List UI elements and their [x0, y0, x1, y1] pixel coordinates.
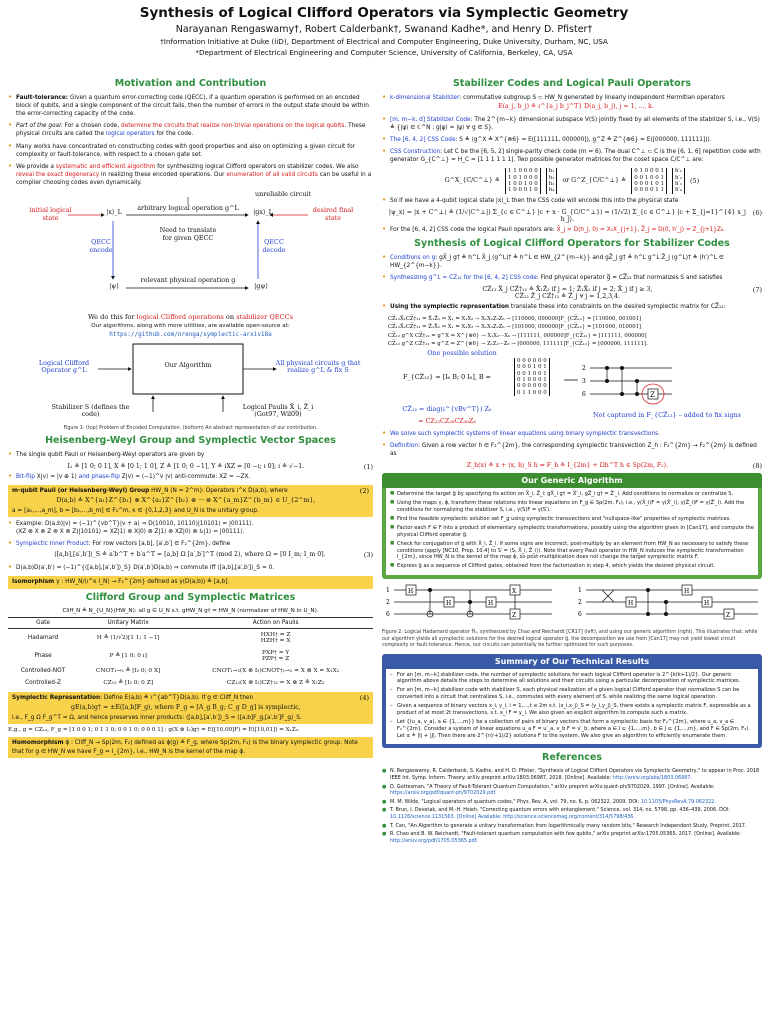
list-item — [382, 197, 762, 205]
summary-item: – For an [m, m−k] stabilizer code with stabilizer S, each physical realization of a given logical Clifford operator that normalizes S can be converted into a circuit that centralizes S, i.e., commutes with every element of S, while realizing the same logical operation. — [390, 687, 754, 701]
definition-lead: Homomorphism — [12, 740, 64, 747]
figure-1-caption: Figure 1: (top) Problem of Encoded Computation. (bottom) An abstract representation of our contribution. — [63, 425, 318, 431]
constraint-row: CZ̅₁₂ g^X CZ̅†₁₂ = g^X ⇒ X^{⊗6} → X₁X₂···X₆ → [111111, 000000]F_{CZ̅₁₂} = [111111, 000000] — [388, 332, 647, 339]
logical-paulis-highlight: X̄_j = D(h_j, 0) = X₁X_{j+1}, Z̄_j = D(0, h′_j) = Z_{j+1}Z₆. — [556, 226, 726, 233]
equation-6 — [382, 209, 762, 223]
need-translate-label: Need to translate for given QECC — [159, 226, 217, 242]
bullet-text: . These physical circuits are called the — [16, 123, 366, 138]
list-item — [382, 430, 762, 438]
constraint-row: CZ̅₁₂ g^Z CZ̅†₁₂ = g^Z ⇒ Z^{⊗6} → Z₁Z₂···Z₆ → [000000, 111111]F_{CZ̅₁₂} = [000000, 111111]. — [388, 340, 648, 347]
reference-item — [382, 823, 762, 830]
gate-name: Hadamard — [27, 635, 59, 642]
motivation-list — [8, 94, 373, 187]
figure-2-caption: Figure 2: Logical Hadamard operator H̄₁, synthesized by Chao and Reichardt [CR17] (left), and using our generic algorithm (right). This illustrates that, while our algorithm yields all symplectic solutions for the desired logical operator ḡ, the decomposition we use from [Can17] may not yield lowest circuit complexity or fault-tolerance. Hence, our circuits can potentially be further optimized for such purposes. — [382, 630, 758, 649]
highlight-red: systematic and efficient algorithm — [55, 163, 156, 170]
clifford-definition: Cliff_N ≜ N_{U_N}(HW_N): all g ∈ U_N s.t. gHW_N g† = HW_N (normalizer of HW_N in U_N). — [62, 607, 319, 614]
our-algorithm-label: Our Algorithm — [164, 360, 212, 369]
equation-number: (1) — [363, 463, 373, 472]
svg-text:Z: Z — [512, 612, 517, 620]
svg-text:6: 6 — [386, 611, 390, 619]
constraint-row: CZ̅₁₂X̄₁CZ̅†₁₂ = X̄₁Z̄₂ ⇒ X₁ = X₁X₂ → X₁X₂Z₃Z₆ → [110000, 000000]F_{CZ̅₁₂} = [110000, 001001] — [388, 316, 642, 323]
section-title-references: References — [542, 752, 602, 764]
matrix-row: 0 0 0 0 1 1 — [634, 187, 664, 194]
bullet-text: X|v⟩ = |v ⊕ 1⟩ — [36, 474, 77, 481]
bullet-lead: Symplectic Inner Product — [16, 541, 89, 548]
hadamard-circuits — [382, 583, 762, 623]
poster-header — [0, 0, 768, 62]
algorithm-step: ■ Determine the target ḡ by specifying its action on X̄_i, Z̄_i: gX̄_i g† = X̄′_i, gZ̄_i g† = Z̄′_i. Add conditions to normalize or centralize S. — [390, 491, 754, 498]
g-matrix-right-label: or G^Z_{C/C^⊥} ≜ — [562, 177, 627, 185]
tagline-text: We do this for — [87, 313, 137, 322]
highlight-blue: logical operators — [105, 131, 155, 138]
stabilizer-list-3 — [382, 226, 762, 234]
list-item — [382, 116, 762, 132]
list-item — [8, 564, 373, 572]
matrix-row: h₄ — [548, 187, 555, 194]
cz-product-label: = CZ₂₃CZ₂₆CZ₃₆Z₆ — [418, 417, 476, 426]
cz-diag-label: CZ̅₁₂ = diag(ı^{vBv^T}) Z₆ — [402, 405, 492, 414]
svg-text:2: 2 — [582, 365, 586, 373]
left-column — [8, 76, 373, 1020]
equation-body: |ψ_x⟩ = |x + C^⊥⟩ ≜ (1/√|C^⊥|) Σ_{c ∈ C^⊥} |c + x · G_{C/C^⊥}⟩ = (1/√2) Σ_{c ∈ C^⊥} |c + Σ_{j=1}^{4} x_j h_j⟩. — [388, 208, 746, 223]
reference-link[interactable]: http://arxiv.org/pdf/1705.05365.pdf. — [390, 837, 478, 844]
all-circuits-label: All physical circuits g that realize g^L & fix S — [275, 358, 361, 375]
qecc-decode-label: QECC decode — [262, 238, 286, 254]
definition-text: a = [a₁,...,a_m], b = [b₁,...,b_m] ∈ F₂^m, κ ∈ {0,1,2,3} and U_N is the unitary group. — [12, 507, 259, 514]
bullet-text: So if we have a 4-qubit logical state |x⟩_L then the CSS code will encode this into the physical state — [390, 197, 679, 204]
clifford-gates-table — [8, 617, 373, 689]
bullet-text: : For row vectors [a,b], [a′,b′] ∈ F₂^{2m}, define — [88, 541, 231, 548]
arbitrary-logical-op-label: arbitrary logical operation g^L — [137, 204, 239, 213]
poster-title: Synthesis of Logical Clifford Operators via Symplectic Geometry — [139, 5, 629, 21]
f-matrix-label: F_{CZ̅₁₂} = [I₆ B; 0 I₆], B = — [403, 373, 491, 382]
list-item — [8, 143, 373, 159]
bullet-text: for synthesizing logical Clifford operators on stabilizer codes. We also — [155, 163, 359, 170]
hw-list — [8, 451, 373, 459]
stabilizer-generator-eq: E(a_j, b_j) ≜ ı^{a_j b_j^T} D(a_j, b_j), j = 1, ..., k. — [498, 103, 654, 111]
table-row — [8, 629, 373, 648]
list-item — [8, 122, 373, 138]
svg-text:6: 6 — [578, 611, 582, 619]
bullet-text: D(a,b)D(a′,b′) = (−1)^{⟨[a,b],[a′,b′]⟩_S} D(a′,b′)D(a,b) ⇒ commute iff ⟨[a,b],[a′,b′]⟩_S = 0. — [16, 565, 275, 572]
highlight-red: reveal the exact degeneracy — [16, 171, 100, 178]
list-item — [382, 442, 762, 458]
circuit-left — [386, 585, 552, 619]
bullet-text: We solve such symplectic systems of linear equations using binary symplectic transvections. — [390, 431, 660, 438]
gate-unitary: CNOT₁→₂ ≜ [I₂ 0; 0 X] — [96, 668, 161, 675]
section-title-clifford: Clifford Group and Symplectic Matrices — [85, 591, 296, 603]
qecc-encode-label: QECC encode — [89, 238, 113, 254]
table-row — [8, 677, 373, 689]
table-header-row — [8, 618, 373, 629]
definition-text: HW_N (N = 2^m): Operators ı^κ D(a,b), where — [149, 488, 288, 495]
list-item — [382, 136, 762, 144]
list-item — [382, 94, 762, 112]
matrix-left — [505, 168, 541, 193]
homomorphism-definition — [8, 737, 373, 758]
tagline-highlight: stabilizer QECCs — [236, 313, 294, 322]
equation-number: (7) — [752, 286, 762, 295]
synthesis-list-2 — [382, 303, 762, 311]
bullet-text: : S ≜ ⟨g^X ≜ X^{⊗6} = E([111111, 000000]), g^Z ≜ Z^{⊗6} = E([000000, 111111])⟩. — [455, 137, 712, 143]
desired-state-label: desired final state — [312, 206, 354, 222]
right-column — [382, 76, 762, 1020]
unreliable-circuit-label: unreliable circuit — [255, 190, 311, 199]
gate-unitary: CZ₁₂ ≜ [I₂ 0; 0 Z] — [103, 680, 154, 687]
svg-text:2: 2 — [386, 599, 390, 607]
constraint-rows — [388, 315, 762, 348]
tagline-highlight: logical Clifford operations — [136, 313, 224, 322]
svg-text:H: H — [684, 588, 690, 596]
b-matrix — [514, 358, 550, 396]
svg-text:2: 2 — [578, 599, 582, 607]
table-row — [8, 647, 373, 665]
svg-text:H: H — [628, 600, 634, 608]
reference-text: M. M. Wilde, "Logical operators of quantum codes," Phys. Rev. A, vol. 79, no. 6, p. 062322, 2009. DOI: — [390, 798, 641, 805]
one-solution-label: One possible solution — [427, 349, 497, 358]
open-source-note: Our algorithms, along with more utilities, are available open-source at: — [91, 323, 290, 330]
references-list — [382, 768, 762, 844]
algorithm-step: ■ Using the maps γ, ϕ, transform these relations into linear equations on F_g ∈ Sp(2m, F₂), i.e., γ(X̄_i)F = γ(X̄′_i), γ(Z̄_i)F = γ(Z̄′_i). Add the conditions for normalizing the stabilizer S, i.e., γ(S)F = γ(S′). — [390, 500, 754, 514]
algorithm-step: ■ Express ḡ as a sequence of Clifford gates, obtained from the factorization in step 4, which yields the desired physical circuit. — [390, 563, 754, 570]
synthesis-list — [382, 254, 762, 282]
stabilizer-list — [382, 94, 762, 164]
equation-2: D(a,b) ≜ X^{a₁}Z^{b₁} ⊗ X^{a₂}Z^{b₂} ⊗ ··· ⊗ X^{a_m}Z^{b_m} ∈ U_{2^m}, — [56, 496, 316, 504]
algorithm-step: ■ Check for conjugation of ḡ with X̄_i, Z̄_i. If some signs are incorrect, post-multiply by an element from HW_N as necessary to satisfy these conditions (apply [NC10, Prop. 10.4] to S′ = ⟨S, X̄_i, Z̄_i⟩). Note that every Pauli operator in HW_N induces the symplectic transformation I_{2m}, since HW_N is the kernel of the map ϕ, so post-multiplication does not change the target symplectic matrix F. — [390, 541, 754, 562]
generic-algorithm-title: Our Generic Algorithm — [382, 473, 762, 488]
equation-7 — [382, 286, 762, 300]
definition-lead: Symplectic Representation — [12, 695, 101, 702]
equation-4: gE(a,b)g† = ±E([a,b]F_g), where F_g = [A_g B_g; C_g D_g] is symplectic, — [71, 703, 301, 711]
equation-body: I₂ ≜ [1 0; 0 1], X ≜ [0 1; 1 0], Z ≜ [1 0; 0 −1], Y ≜ ıXZ = [0 −ı; ı 0]; ı ≜ √−1. — [67, 463, 305, 471]
matrix-row: h₁ — [548, 168, 555, 175]
reference-item — [382, 807, 762, 820]
hw-list-2 — [8, 473, 373, 481]
matrix-row: h′₁ — [675, 168, 682, 175]
bullet-text: can be useful in a compiler choosing codes even dynamically. — [16, 171, 372, 186]
highlight-red: determine the circuits that realize non-trivial operations on the logical qubits — [121, 123, 345, 130]
stabilizer-input-label: Stabilizer S (defines the code) — [51, 402, 130, 419]
matrix-row: h′₃ — [675, 180, 682, 187]
equation-3 — [16, 551, 373, 560]
matrix-row: 0 1 1 0 0 0 — [517, 389, 547, 396]
matrix-row: 0 0 0 1 0 1 — [634, 180, 664, 187]
bullet-lead: CSS Construction — [390, 149, 441, 156]
equation-1 — [8, 463, 373, 470]
gate-action: CZ₁₂(X ⊗ I₂)CZ†₁₂ = X ⊗ Z ≜ X₁Z₂ — [226, 680, 325, 687]
reference-link[interactable]: 10.1103/PhysRevA.79.062322. — [640, 798, 716, 805]
symplectic-representation-definition — [8, 692, 373, 724]
highlight-red: enumeration of all valid circuits — [226, 171, 318, 178]
column-header: Gate — [8, 618, 78, 629]
github-link[interactable]: https://github.com/nrenga/symplectic-arxiv18a — [109, 330, 272, 338]
svg-text:H: H — [704, 600, 710, 608]
reference-text: T. Can, "An Algorithm to generate a unitary transformation from logarithmically many random bits," Research Independent Study, Preprint, 2017. — [390, 822, 747, 829]
gate-unitary: H ≜ (1/√2)[1 1; 1 −1] — [96, 635, 160, 642]
table-row — [8, 665, 373, 677]
matrix-row: 1 1 0 0 0 0 — [507, 168, 538, 175]
summary-title: Summary of Our Technical Results — [494, 656, 650, 666]
bullet-text: and phase-flip — [76, 474, 122, 481]
tagline — [8, 313, 373, 321]
equation-number: (4) — [359, 694, 369, 703]
bullet-lead: [m, m−k, d] Stabilizer Code — [390, 116, 471, 123]
algorithm-step: ■ Find the feasible symplectic solution set F_g using symplectic transvections and "nullspace-like" properties of symplectic matrices. — [390, 516, 754, 523]
bullet-text: : Given a row vector h ∈ F₂^{2m}, the corresponding symplectic transvection Z_h : F₂^{2m} → F₂^{2m} is defined as — [390, 443, 757, 458]
definition-lead: Isomorphism — [12, 579, 55, 586]
svg-text:H: H — [446, 600, 452, 608]
equation-number: (5) — [690, 176, 700, 185]
bullet-lead: k-dimensional Stabilizer — [390, 95, 460, 101]
list-item — [382, 274, 762, 282]
matrix-row: 0 0 1 0 0 1 — [517, 370, 547, 377]
stabilizer-list-2 — [382, 197, 762, 205]
svg-text:Z: Z — [726, 612, 731, 620]
column-header: Action on Paulis — [178, 618, 373, 629]
list-item — [382, 148, 762, 164]
isomorphism-definition — [8, 576, 373, 588]
algorithm-step: ■ Factor each F ∈ F into a product of elementary symplectic transformations, possibly using the algorithm given in [Can17], and compute the physical Clifford operator ḡ. — [390, 525, 754, 539]
example-line: (XZ ⊗ X ⊗ Z ⊗ X ⊗ Z)|10101⟩ = XZ|1⟩ ⊗ X|0⟩ ⊗ Z|1⟩ ⊗ XZ|0⟩ ⊗ I₂|1⟩ = |00111⟩. — [16, 529, 245, 536]
bullet-lead: Conditions on g — [390, 254, 436, 261]
equation-body: ⟨[a,b],[a′,b′]⟩_S ≜ a′b^T + b′a^T = [a,b] Ω [a′,b′]^T (mod 2), where Ω = [0 I_m; I_m 0]. — [54, 551, 326, 559]
action-line: PZP† = Z — [261, 656, 290, 663]
reference-item — [382, 831, 762, 844]
matrix-row: 0 0 0 0 0 0 — [517, 383, 547, 390]
list-item — [8, 473, 373, 481]
definition-text: : Define E(a,b) ≜ ı^{ab^T}D(a,b). If g ∈ Cliff_N then — [100, 695, 254, 702]
action-line: HXH† = Z — [260, 632, 291, 639]
svg-text:X: X — [512, 588, 517, 596]
reference-item — [382, 768, 762, 781]
definition-text: ϕ : Cliff_N → Sp(2m, F₂) defined as ϕ(g) ≜ F_g, where Sp(2m, F₂) is the binary symplectic group. Note that for g ∈ HW_N we have F_g = I_{2m}, i.e., HW_N is the kernel of the map ϕ. — [12, 740, 358, 755]
bullet-text: : gX̄_j g† ≜ h^L X̄_j (g^L)† ≜ h^L ∈ HW_{2^{m−k}} and gZ̄_j g† ≜ h^L g^L Z̄_j (g^L)† ≜ (h′)^L ∈ HW_{2^{m−k}}. — [390, 254, 724, 269]
bullet-text: anti-commute: XZ = −ZX. — [172, 474, 251, 481]
list-item — [8, 163, 373, 187]
gate-name: Controlled-NOT — [20, 668, 66, 675]
reference-text: R. Chao and B. W. Reichardt, "Fault-tolerant quantum computation with few qubits," arXiv preprint arXiv:1705.05365, 2017. [Online]. Available: — [390, 831, 741, 838]
list-item — [8, 94, 373, 118]
reference-link[interactable]: http://arxiv.org/abs/1803.06987. — [612, 775, 693, 782]
bullet-text: translate these into constraints on the desired symplectic matrix for CZ̅₁₂: — [509, 304, 726, 311]
equation-body: CZ̅₁₂ X̄_j CZ̅†₁₂ ≜ X̄₁Z̄₂ if j = 1; Z̄₁X̄₂ if j = 2; X̄_j if j ≥ 3, — [482, 286, 653, 294]
solution-block — [382, 350, 762, 428]
affiliation-duke: †Information Initiative at Duke (iiD), Department of Electrical and Computer Engineering, Duke University, Durham, NC, USA — [160, 37, 608, 46]
matrix-row: 0 0 1 0 0 1 — [634, 174, 664, 181]
matrix-left-h — [546, 168, 558, 193]
gate-name: Phase — [34, 653, 52, 660]
bullet-lead: Definition — [390, 443, 419, 450]
matrix-row: 1 0 1 0 0 0 — [507, 174, 538, 181]
equation-number: (2) — [359, 487, 369, 496]
reference-link[interactable]: 10.1126/science.1131563. [Online] Available: http://science.sciencemag.org/content/314/5798/436. — [390, 814, 635, 821]
gate-action — [178, 629, 373, 648]
svg-text:H: H — [488, 600, 494, 608]
reference-link[interactable]: https://arxiv.org/pdf/quant-ph/9702029.pdf. — [390, 790, 497, 797]
matrix-row: 0 1 0 0 0 1 — [634, 168, 664, 175]
svg-text:6: 6 — [582, 391, 586, 399]
svg-text:Z: Z — [650, 391, 655, 400]
circuit-right — [578, 585, 758, 619]
relevant-physical-op-label: relevant physical operation g — [140, 276, 236, 285]
bullet-lead: Using the symplectic representation — [390, 304, 510, 311]
gate-action — [178, 647, 373, 665]
section-title-heisenberg-weyl: Heisenberg-Weyl Group and Symplectic Vector Spaces — [45, 435, 336, 447]
action-line: HZH† = X — [260, 638, 291, 645]
matrix-row: 0 1 0 0 0 1 — [517, 376, 547, 383]
svg-text:1: 1 — [578, 587, 582, 595]
bullet-lead: Synthesizing g^L = CZ₁₂ for the [6, 4, 2] CSS code — [390, 275, 537, 282]
list-item — [8, 540, 373, 560]
synthesis-list-3 — [382, 430, 762, 458]
section-title-motivation: Motivation and Contribution — [114, 78, 267, 89]
algorithm-block-diagram — [8, 342, 373, 422]
summary-item: – Let {(u_a, v_a), a ∈ {1,...,m}} be a collection of pairs of binary vectors that form a symplectic basis for F₂^{2m}, where u_a, v_a ∈ F₂^{2m}. Consider a system of linear equations u_a F = u′_a, v_b F = v′_b, where a ∈ I ⊆ {1,...,m}, b ∈ J ⊆ {1,...,m}, and F ∈ Sp(2m, F₂). Let α ≜ |I| + |J|. Then there are 2^{r(r+1)/2} solutions F to the system. We also give an algorithm to efficiently enumerate them. — [390, 719, 754, 740]
bullet-lead: The [6, 4, 2] CSS Code — [390, 137, 456, 143]
reference-text: D. Gottesman, "A Theory of Fault-Tolerant Quantum Computation," arXiv preprint arXiv:quant-ph/9702029, 1997. [Online]. Available: — [390, 783, 715, 790]
logical-clifford-label: Logical Clifford Operator g^L — [38, 358, 90, 375]
section-title-stabilizer: Stabilizer Codes and Logical Pauli Operators — [452, 78, 692, 89]
bullet-text: The single qubit Pauli or Heisenberg-Weyl operators are given by — [16, 452, 205, 459]
matrix-right-h — [672, 168, 685, 193]
column-header: Unitary Matrix — [78, 618, 178, 629]
list-item — [8, 520, 373, 536]
list-item — [382, 254, 762, 270]
matrix-row: 1 0 0 1 0 0 — [507, 180, 538, 187]
list-item — [8, 451, 373, 459]
matrix-row: 0 0 0 0 0 0 — [517, 358, 547, 365]
bullet-text: for the code. — [154, 131, 194, 138]
constraint-row: CZ̅₁₂X̄₂CZ̅†₁₂ = Z̄₁X̄₂ ⇒ X₁ = X₁X₃ → X₁X₃Z₂Z₆ → [101000, 000000]F_{CZ̅₁₂} = [101000, 010001] — [388, 324, 642, 331]
bullet-text: For a chosen code, — [62, 123, 122, 130]
logical-output-ket: |gx⟩_L — [253, 208, 273, 217]
bullet-lead: Fault-tolerance: — [16, 95, 69, 101]
svg-text:1: 1 — [386, 587, 390, 595]
physical-output-ket: |gψ⟩ — [254, 282, 268, 291]
bullet-text: Given a quantum error-correcting code (QECC), if a quantum operation is performed on an encoded block of qubits, and a single component of the circuit fails, then the number of errors in the output state should be within the error-correcting capacity of the code. — [16, 95, 369, 118]
bullet-text: Many works have concentrated on constructing codes with good properties and also on optimizing a given circuit for complexity or fault-tolerance, with respect to a chosen gate set. — [16, 143, 356, 158]
equation-number: (3) — [363, 551, 373, 560]
section-title-synthesis: Synthesis of Logical Clifford Operators for Stabilizer Codes — [414, 237, 730, 249]
bullet-text: : commutative subgroup S ⊂ HW_N generated by linearly independent Hermitian operators — [459, 95, 725, 101]
matrix-row: 1 0 0 0 1 0 — [507, 187, 538, 194]
generic-algorithm-steps — [386, 488, 758, 575]
logical-input-ket: |x⟩_L — [106, 208, 122, 217]
svg-text:H: H — [408, 588, 414, 596]
bullet-text: : Let C be the [6, 5, 2] single-parity check code (m = 6). The dual C^⊥ ⊂ C is the [6, 1, 6] repetition code with generator G_{C^⊥} = H_C = [1 1 1 1 1 1]. Two possible generator matrices for the coset space C/C^⊥ are: — [390, 149, 761, 164]
bullet-text: For the [6, 4, 2] CSS code the logical Pauli operators are: — [390, 226, 557, 233]
generic-algorithm-box — [382, 473, 762, 579]
bullet-lead: Part of the goal: — [16, 123, 63, 130]
gate-action: CNOT₁→₂(X ⊗ I₂)CNOT†₁→₂ = X ⊗ X = X₁X₂ — [212, 668, 340, 675]
equation-8 — [382, 462, 762, 469]
list-item — [382, 226, 762, 234]
summary-list — [386, 669, 758, 745]
cz-example: E.g., g = CZ₁₂, F_g = [1 0 0 1; 0 1 1 0; 0 0 1 0; 0 0 0 1] : g(X ⊗ I₂)g† = E([10,00]F) = E([10,01]) = X₁Z₂. — [8, 726, 300, 733]
equation-number: (6) — [752, 208, 762, 217]
bullet-text: We provide a — [16, 163, 56, 170]
bullet-text: in realizing these encoded operations. Our — [99, 171, 227, 178]
reference-text: N. Rengaswamy, R. Calderbank, S. Kadhe, and H. D. Pfister, "Synthesis of Logical Clifford Operators via Symplectic Geometry," to appear in Proc. 2018 IEEE Int. Symp. Inform. Theory. arXiv preprint arXiv:1803.06987, 2018. [Online]. Available: — [390, 768, 760, 782]
matrix-row: h′₄ — [675, 187, 682, 194]
matrix-row: h₃ — [548, 180, 555, 187]
list-item — [382, 303, 762, 311]
summary-item: – Given a sequence of binary vectors x_i, y_i, i = 1,...,t ≤ 2m s.t. ⟨x_i,x_j⟩_S = ⟨y_i,y_j⟩_S, there exists a symplectic matrix F, expressible as a product of at most 2t transvections, s.t. x_i F = y_i. We also given an explicit algorithm to compute such a matrix. — [390, 703, 754, 717]
matrix-row: h₂ — [548, 174, 555, 181]
initial-state-label: initial logical state — [29, 206, 72, 222]
matrix-right — [631, 168, 667, 193]
definition-lead: m-qubit Pauli (or Heisenberg-Weyl) Group — [12, 488, 150, 495]
matrix-row: h′₂ — [675, 174, 682, 181]
summary-box — [382, 654, 762, 749]
encoded-computation-diagram — [8, 191, 373, 309]
equation-number: (8) — [752, 462, 762, 471]
reference-item — [382, 784, 762, 797]
logical-paulis-label: Logical Paulis X̄_i, Z̄_i (Got97, Wil09) — [242, 402, 314, 419]
equation-5 — [382, 168, 762, 193]
action-line: PXP† = Y — [262, 650, 290, 657]
summary-item: – For an [m, m−k] stabilizer code, the number of symplectic solutions for each logical Clifford operator is 2^{k(k+1)/2}. Our generic algorithm above details the steps to determine all solutions and their circuits using a particular decomposition of symplectic matrices. — [390, 672, 754, 686]
definition-text: γ : HW_N/⟨ı^κ I_N⟩ → F₂^{2m} defined as γ(D(a,b)) ≜ [a,b]. — [54, 579, 230, 586]
bullet-text: Z|v⟩ = (−1)^v |v⟩ — [121, 474, 173, 481]
g-matrix-left-label: G^X_{C/C^⊥} ≜ — [444, 177, 500, 185]
pauli-group-definition — [8, 485, 373, 517]
example-line: Example: D(a,b)|v⟩ = (−1)^{vb^T}|v + a⟩ ⇒ D(10010, 10110)|10101⟩ = |00111⟩. — [16, 521, 254, 528]
equation-body: CZ̅₁₂ Z̄_j CZ̅†₁₂ ≜ Z̄_j ∀ j = 1,2,3,4. — [514, 293, 620, 301]
bullet-text: Bit-flip — [16, 474, 37, 481]
bullet-text: : Find physical operator g̅ = CZ̅₁₂ that normalizes S and satisfies — [536, 275, 723, 282]
definition-text: i.e., F_g Ω F_g^T = Ω, and hence preserves inner products: ⟨[a,b],[a′,b′]⟩_S = ⟨[a,b]F_g,[a′,b′]F_g⟩_S. — [12, 714, 302, 721]
svg-text:3: 3 — [582, 378, 586, 386]
physical-input-ket: |ψ⟩ — [109, 282, 119, 291]
affiliation-berkeley: *Department of Electrical Engineering and Computer Science, University of California, Berkeley, CA, USA — [195, 48, 573, 57]
bullet-text: : The 2^{m−k} dimensional subspace V(S) jointly fixed by all elements of the stabilizer S, i.e., V(S) ≜ {|ψ⟩ ∈ ℂ^N : g|ψ⟩ = |ψ⟩ ∀ g ∈ S}. — [390, 116, 760, 131]
tagline-text: on — [223, 313, 237, 322]
reference-text: T. Brun, I. Devetak, and M.-H. Hsieh, "Correcting quantum errors with entanglement," Science, vol. 314, no. 5798, pp. 436–439, 2006. DOI: — [390, 807, 730, 814]
gate-unitary: P ≜ [1 0; 0 ı] — [109, 653, 147, 660]
hw-list-3 — [8, 520, 373, 572]
reference-item — [382, 799, 762, 806]
gate-name: Controlled-Z — [25, 680, 61, 687]
poster-authors: Narayanan Rengaswamy†, Robert Calderbank†, Swanand Kadhe*, and Henry D. Pfister† — [175, 24, 593, 35]
matrix-row: 0 0 0 1 0 1 — [517, 364, 547, 371]
not-captured-label: Not captured in F_{CZ̅₁₂} – added to fix signs — [593, 411, 741, 420]
equation-body: Z_h(x) ≜ x + ⟨x, h⟩_S h ⇒ F_h ≜ I_{2m} + Ωh^T h ∈ Sp(2m, F₂). — [466, 462, 669, 470]
